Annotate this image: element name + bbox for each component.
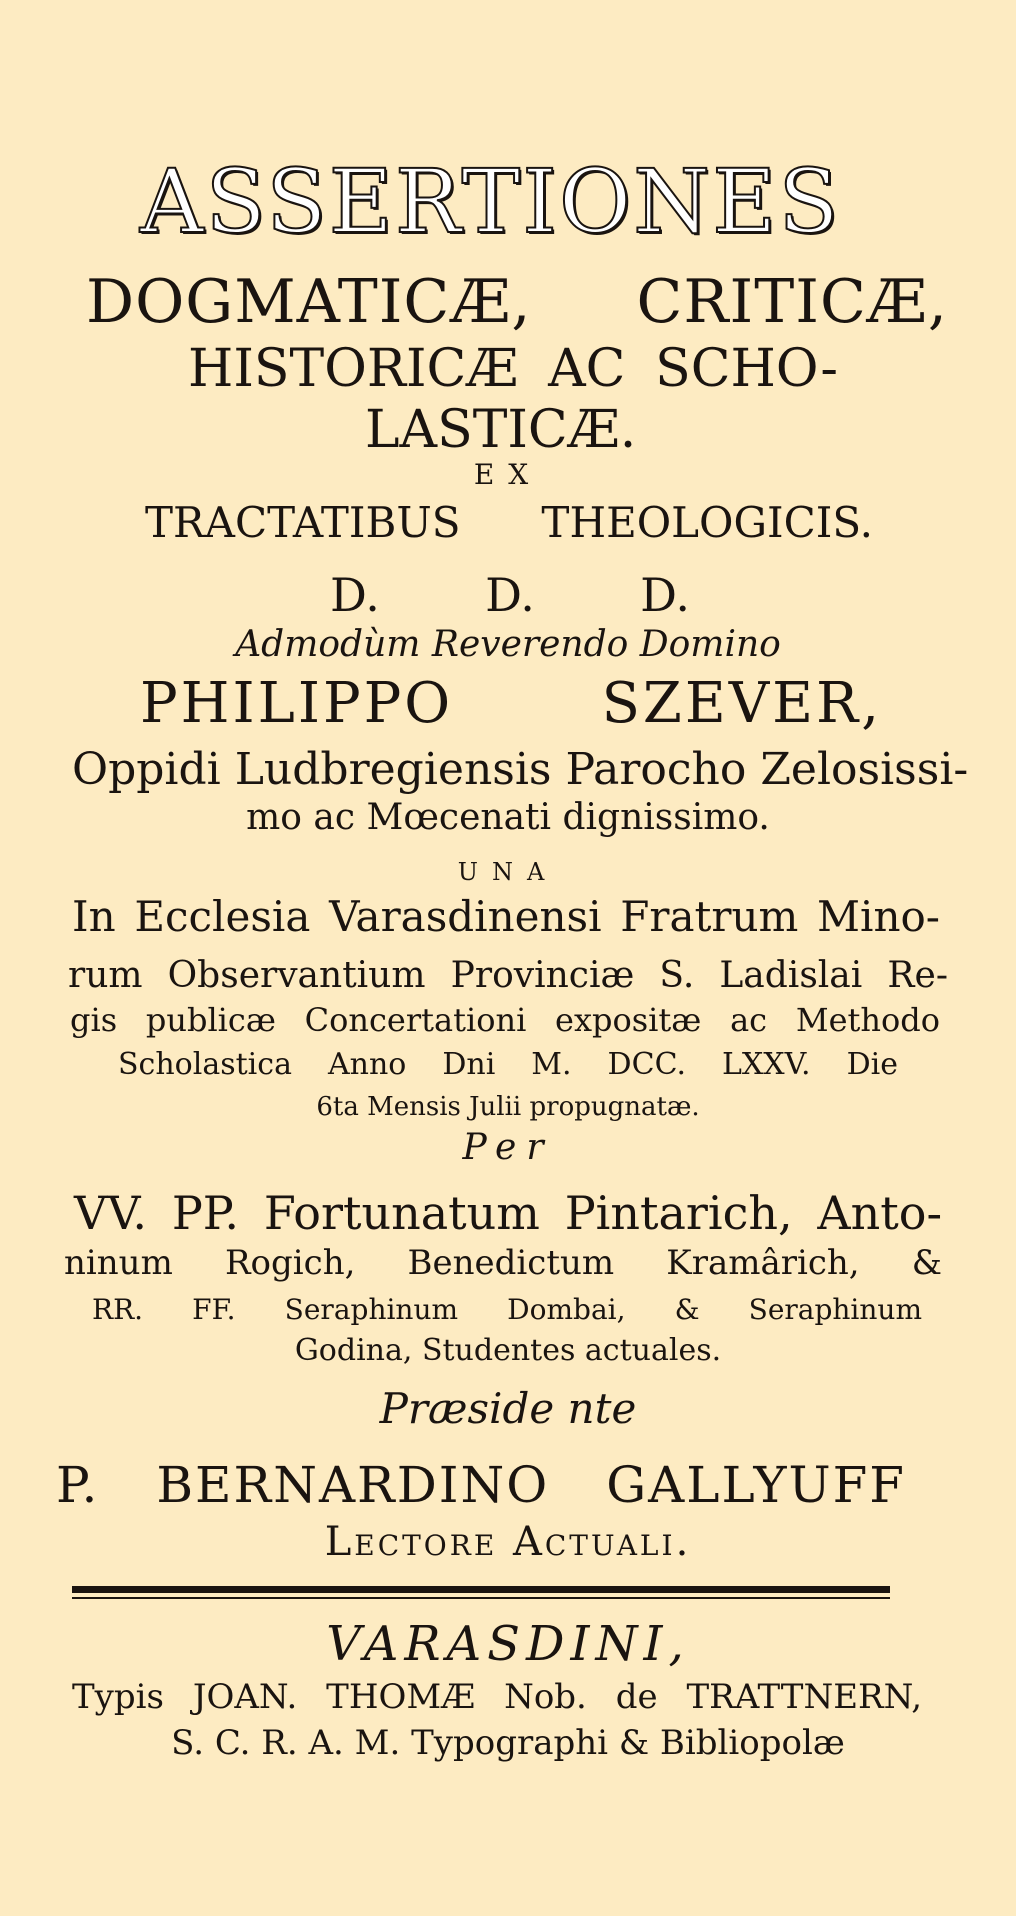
body-line-2: rum Observantium Provinciæ S. Ladislai Re-: [68, 955, 948, 996]
body-line-4: Scholastica Anno Dni M. DCC. LXXV. Die: [118, 1047, 898, 1082]
president-title: Lectore Actuali.: [324, 1519, 692, 1565]
dedicatee-name: PHILIPPO SZEVER,: [140, 671, 882, 736]
ex-word: EX: [473, 458, 543, 491]
authors-line-4: Godina, Studentes actuales.: [294, 1333, 722, 1368]
main-title: ASSERTIONES: [140, 150, 841, 253]
subtitle-line-4: TRACTATIBUS THEOLOGICIS.: [145, 498, 873, 547]
dedicatee-line-1: Oppidi Ludbregiensis Parocho Zelosissi-: [72, 744, 969, 795]
printer-line-1: Typis JOAN. THOMÆ Nob. de TRATTNERN,: [72, 1677, 922, 1717]
dedication-intro: Admodùm Reverendo Domino: [235, 624, 781, 665]
divider-rule-thin: [72, 1597, 890, 1599]
authors-line-1: VV. PP. Fortunatum Pintarich, Anto-: [74, 1186, 942, 1240]
ddd-line: D. D. D.: [330, 568, 690, 622]
subtitle-line-2: HISTORICÆ AC SCHO-: [188, 339, 838, 399]
president-name: P. BERNARDINO GALLYUFF: [56, 1456, 906, 1514]
body-line-5: 6ta Mensis Julii propugnatæ.: [316, 1092, 700, 1122]
per-word: Per: [462, 1127, 554, 1168]
dedicatee-line-2: mo ac Mœcenati dignissimo.: [246, 797, 770, 838]
body-line-1: In Ecclesia Varasdinensi Fratrum Mino-: [72, 892, 940, 941]
subtitle-line-3: LASTICÆ.: [365, 400, 637, 460]
subtitle-line-1: DOGMATICÆ, CRITICÆ,: [86, 267, 948, 337]
body-line-3: gis publicæ Concertationi expositæ ac Methodo: [70, 1001, 940, 1039]
authors-line-3: RR. FF. Seraphinum Dombai, & Seraphinum: [92, 1293, 922, 1326]
authors-line-2: ninum Rogich, Benedictum Kramârich, &: [64, 1243, 942, 1283]
printer-line-2: S. C. R. A. M. Typographi & Bibliopolæ: [171, 1723, 845, 1763]
una-word: UNA: [457, 858, 559, 886]
praeside-word: Præside nte: [379, 1384, 637, 1433]
imprint-place: VARASDINI,: [326, 1616, 690, 1672]
divider-rule: [72, 1586, 890, 1593]
